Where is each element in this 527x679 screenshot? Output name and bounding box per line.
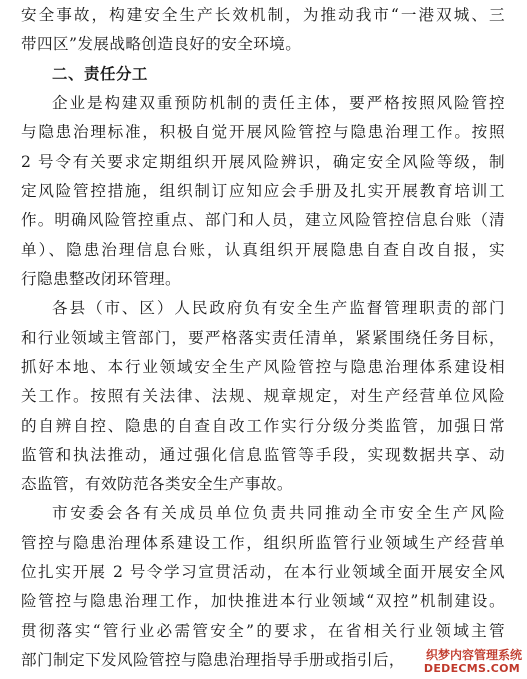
paragraph-line-continuation-end: 带四区”发展战略创造良好的安全环境。 [21, 35, 302, 54]
paragraph-1-line-3: 2 号令有关要求定期组织开展风险辨识，确定安全风险等级，制 [21, 152, 505, 171]
paragraph-line-continuation: 安全事故，构建安全生产长效机制，为推动我市“一港双城、三 [21, 6, 505, 24]
paragraph-3-line-1: 市安委会各有关成员单位负责共同推动全市安全生产风险 [52, 504, 505, 523]
paragraph-2-line-3: 抓好本地、本行业领域安全生产风险管控与隐患治理体系建设相 [21, 357, 505, 376]
paragraph-1-line-4: 定风险管控措施，组织制订应知应会手册及扎实开展教育培训工 [21, 181, 505, 200]
paragraph-2-line-5: 的自辨自控、隐患的自查自改工作实行分级分类监管，加强日常 [21, 416, 505, 435]
paragraph-1-line-1: 企业是构建双重预防机制的责任主体，要严格按照风险管控 [52, 94, 505, 112]
paragraph-1-line-7: 行隐患整改闭环管理。 [21, 269, 181, 288]
paragraph-2-line-1: 各县（市、区）人民政府负有安全生产监督管理职责的部门 [52, 299, 505, 318]
watermark-title: 织梦内容管理系统 [425, 648, 522, 662]
paragraph-2-line-2: 和行业领域主管部门，要严格落实责任清单，紧紧围绕任务目标， [21, 328, 505, 347]
paragraph-1-line-6: 单）、隐患治理信息台账，认真组织开展隐患自查自改自报，实 [21, 240, 505, 259]
paragraph-3-line-5: 贯彻落实“管行业必需管安全”的要求，在省相关行业领域主管 [21, 621, 505, 640]
watermark-domain: DEDECMS.COM [423, 662, 520, 675]
paragraph-3-line-2: 管控与隐患治理体系建设工作，组织所监管行业领域生产经营单 [21, 533, 505, 552]
section-heading: 二、责任分工 [52, 64, 148, 83]
paragraph-2-line-7: 态监管，有效防范各类安全生产事故。 [21, 475, 293, 494]
site-watermark [414, 648, 524, 676]
paragraph-1-line-5: 作。明确风险管控重点、部门和人员，建立风险管控信息台账（清 [21, 211, 505, 230]
paragraph-3-line-4: 险管控与隐患治理工作，加快推进本行业领域“双控”机制建设。 [21, 592, 505, 611]
paragraph-2-line-6: 监管和执法推动，通过强化信息监管等手段，实现数据共享、动 [21, 445, 505, 464]
paragraph-3-line-3: 位扎实开展 2 号令学习宣贯活动，在本行业领域全面开展安全风 [21, 563, 505, 581]
paragraph-3-line-6: 部门制定下发风险管控与隐患治理指导手册或指引后， [21, 651, 405, 669]
paragraph-2-line-4: 关工作。按照有关法律、法规、规章规定，对生产经营单位风险 [21, 387, 505, 406]
paragraph-1-line-2: 与隐患治理标准，积极自觉开展风险管控与隐患治理工作。按照 [21, 123, 505, 142]
